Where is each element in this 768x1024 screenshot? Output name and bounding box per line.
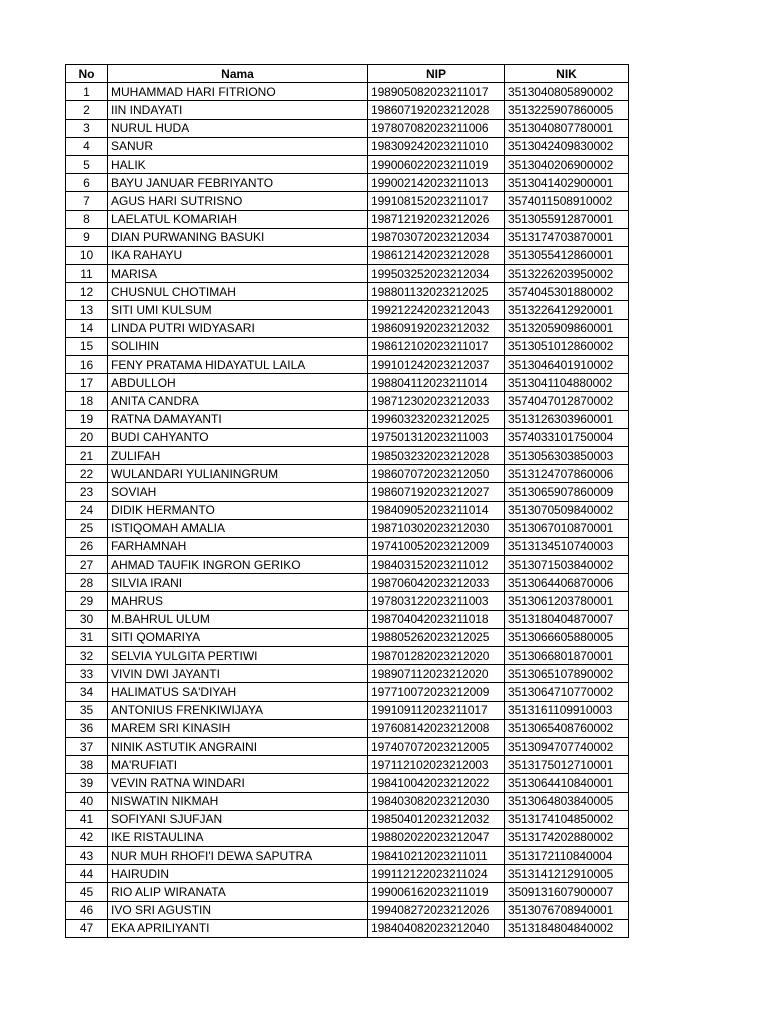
table-row [66, 919, 629, 937]
cell-no: 36 [66, 719, 108, 737]
table-row [66, 792, 629, 810]
cell-nip: 199503252023212034 [368, 265, 505, 283]
cell-nip: 198309242023211010 [368, 137, 505, 155]
table-row [66, 483, 629, 501]
cell-nik: 3513067010870001 [505, 519, 629, 537]
cell-nama: NINIK ASTUTIK ANGRAINI [108, 737, 368, 755]
cell-nama: MA'RUFIATI [108, 756, 368, 774]
cell-no: 26 [66, 537, 108, 555]
table-row [66, 446, 629, 464]
table-row [66, 337, 629, 355]
cell-no: 41 [66, 810, 108, 828]
cell-nama: DIAN PURWANING BASUKI [108, 228, 368, 246]
cell-nip: 197608142023212008 [368, 719, 505, 737]
table-row [66, 283, 629, 301]
cell-nip: 198907112023212020 [368, 665, 505, 683]
cell-nama: CHUSNUL CHOTIMAH [108, 283, 368, 301]
table-row [66, 810, 629, 828]
employee-table [65, 64, 629, 938]
cell-nama: EKA APRILIYANTI [108, 919, 368, 937]
cell-nama: AGUS HARI SUTRISNO [108, 192, 368, 210]
cell-nip: 198410042023212022 [368, 774, 505, 792]
cell-nik: 3513174703870001 [505, 228, 629, 246]
cell-nama: HAIRUDIN [108, 865, 368, 883]
table-row [66, 83, 629, 101]
cell-nip: 198607192023212027 [368, 483, 505, 501]
cell-nama: ABDULLOH [108, 374, 368, 392]
cell-nip: 199408272023212026 [368, 901, 505, 919]
table-row [66, 101, 629, 119]
table-row [66, 428, 629, 446]
cell-nik: 3513065107890002 [505, 665, 629, 683]
cell-no: 35 [66, 701, 108, 719]
table-row [66, 319, 629, 337]
cell-no: 14 [66, 319, 108, 337]
cell-no: 15 [66, 337, 108, 355]
cell-nip: 198410212023211011 [368, 847, 505, 865]
table-row [66, 192, 629, 210]
cell-nik: 3513046401910002 [505, 356, 629, 374]
cell-no: 40 [66, 792, 108, 810]
cell-no: 13 [66, 301, 108, 319]
cell-nik: 3513065907860009 [505, 483, 629, 501]
cell-nik: 3513226412920001 [505, 301, 629, 319]
cell-nip: 199212242023212043 [368, 301, 505, 319]
cell-nama: ANTONIUS FRENKIWIJAYA [108, 701, 368, 719]
cell-nama: HALIMATUS SA'DIYAH [108, 683, 368, 701]
cell-nama: BUDI CAHYANTO [108, 428, 368, 446]
cell-nip: 198609192023212032 [368, 319, 505, 337]
cell-nip: 198905082023211017 [368, 83, 505, 101]
cell-nama: ISTIQOMAH AMALIA [108, 519, 368, 537]
table-row [66, 665, 629, 683]
table-row [66, 719, 629, 737]
cell-no: 33 [66, 665, 108, 683]
cell-nik: 3513065408760002 [505, 719, 629, 737]
cell-nip: 197710072023212009 [368, 683, 505, 701]
cell-nip: 198703072023212034 [368, 228, 505, 246]
cell-nip: 197803122023211003 [368, 592, 505, 610]
cell-no: 1 [66, 83, 108, 101]
cell-no: 22 [66, 465, 108, 483]
cell-no: 31 [66, 628, 108, 646]
cell-nik: 3513175012710001 [505, 756, 629, 774]
cell-nama: SOFIYANI SJUFJAN [108, 810, 368, 828]
cell-nik: 3513070509840002 [505, 501, 629, 519]
header-nama: Nama [108, 65, 368, 83]
cell-nama: RATNA DAMAYANTI [108, 410, 368, 428]
cell-nama: FARHAMNAH [108, 537, 368, 555]
cell-nik: 3513094707740002 [505, 737, 629, 755]
cell-nip: 197407072023212005 [368, 737, 505, 755]
cell-nip: 198802022023212047 [368, 828, 505, 846]
cell-nik: 3513184804840002 [505, 919, 629, 937]
cell-nik: 3513040805890002 [505, 83, 629, 101]
cell-nip: 198712192023212026 [368, 210, 505, 228]
cell-nama: AHMAD TAUFIK INGRON GERIKO [108, 556, 368, 574]
cell-no: 11 [66, 265, 108, 283]
cell-nama: BAYU JANUAR FEBRIYANTO [108, 174, 368, 192]
cell-nip: 198404082023212040 [368, 919, 505, 937]
cell-no: 4 [66, 137, 108, 155]
cell-no: 34 [66, 683, 108, 701]
cell-nama: WULANDARI YULIANINGRUM [108, 465, 368, 483]
table-row [66, 246, 629, 264]
cell-nama: DIDIK HERMANTO [108, 501, 368, 519]
cell-nik: 3513180404870007 [505, 610, 629, 628]
cell-no: 17 [66, 374, 108, 392]
header-nik: NIK [505, 65, 629, 83]
cell-nip: 198704042023211018 [368, 610, 505, 628]
cell-nip: 198712302023212033 [368, 392, 505, 410]
cell-no: 9 [66, 228, 108, 246]
cell-nip: 198403082023212030 [368, 792, 505, 810]
table-row [66, 883, 629, 901]
table-row [66, 174, 629, 192]
table-row [66, 501, 629, 519]
table-row [66, 610, 629, 628]
table-row [66, 265, 629, 283]
cell-nip: 198503232023212028 [368, 446, 505, 464]
cell-nama: LAELATUL KOMARIAH [108, 210, 368, 228]
cell-nik: 3513061203780001 [505, 592, 629, 610]
cell-nik: 3574011508910002 [505, 192, 629, 210]
cell-nip: 198612142023212028 [368, 246, 505, 264]
cell-nik: 3513226203950002 [505, 265, 629, 283]
cell-nik: 3513040807780001 [505, 119, 629, 137]
cell-nama: RIO ALIP WIRANATA [108, 883, 368, 901]
cell-no: 30 [66, 610, 108, 628]
cell-nip: 198607072023212050 [368, 465, 505, 483]
cell-no: 47 [66, 919, 108, 937]
cell-nip: 198805262023212025 [368, 628, 505, 646]
cell-nip: 198804112023211014 [368, 374, 505, 392]
cell-nik: 3513076708940001 [505, 901, 629, 919]
cell-no: 21 [66, 446, 108, 464]
cell-nik: 3513141212910005 [505, 865, 629, 883]
table-row [66, 356, 629, 374]
cell-nip: 198612102023211017 [368, 337, 505, 355]
cell-no: 7 [66, 192, 108, 210]
cell-no: 44 [66, 865, 108, 883]
cell-nik: 3513066801870001 [505, 647, 629, 665]
cell-nama: HALIK [108, 155, 368, 173]
cell-nik: 3513040206900002 [505, 155, 629, 173]
cell-nip: 199112122023211024 [368, 865, 505, 883]
cell-no: 19 [66, 410, 108, 428]
cell-no: 23 [66, 483, 108, 501]
cell-no: 43 [66, 847, 108, 865]
cell-nama: NISWATIN NIKMAH [108, 792, 368, 810]
cell-nip: 199006162023211019 [368, 883, 505, 901]
table-header [66, 65, 629, 83]
cell-nama: SILVIA IRANI [108, 574, 368, 592]
cell-nama: ANITA CANDRA [108, 392, 368, 410]
cell-nik: 3574033101750004 [505, 428, 629, 446]
cell-nik: 3513051012860002 [505, 337, 629, 355]
table-row [66, 210, 629, 228]
header-nip: NIP [368, 65, 505, 83]
table-row [66, 374, 629, 392]
cell-nik: 3513064406870006 [505, 574, 629, 592]
cell-nama: ZULIFAH [108, 446, 368, 464]
table-row [66, 228, 629, 246]
cell-nip: 199603232023212025 [368, 410, 505, 428]
cell-nama: IIN INDAYATI [108, 101, 368, 119]
cell-no: 10 [66, 246, 108, 264]
cell-nik: 3574045301880002 [505, 283, 629, 301]
table-row [66, 410, 629, 428]
table-row [66, 865, 629, 883]
cell-nik: 3513134510740003 [505, 537, 629, 555]
cell-nama: VEVIN RATNA WINDARI [108, 774, 368, 792]
table-row [66, 537, 629, 555]
cell-nama: SANUR [108, 137, 368, 155]
table-row [66, 301, 629, 319]
cell-nama: NURUL HUDA [108, 119, 368, 137]
table-row [66, 828, 629, 846]
cell-nik: 3513064410840001 [505, 774, 629, 792]
cell-no: 3 [66, 119, 108, 137]
cell-no: 5 [66, 155, 108, 173]
cell-no: 32 [66, 647, 108, 665]
cell-no: 16 [66, 356, 108, 374]
cell-nama: SITI QOMARIYA [108, 628, 368, 646]
cell-nik: 3513064710770002 [505, 683, 629, 701]
cell-nik: 3513124707860006 [505, 465, 629, 483]
cell-nip: 199108152023211017 [368, 192, 505, 210]
header-no: No [66, 65, 108, 83]
cell-nik: 3513126303960001 [505, 410, 629, 428]
cell-nama: M.BAHRUL ULUM [108, 610, 368, 628]
cell-no: 28 [66, 574, 108, 592]
cell-nama: MUHAMMAD HARI FITRIONO [108, 83, 368, 101]
cell-nip: 197410052023212009 [368, 537, 505, 555]
cell-nip: 198706042023212033 [368, 574, 505, 592]
cell-nama: IKE RISTAULINA [108, 828, 368, 846]
table-row [66, 628, 629, 646]
cell-nama: SELVIA YULGITA PERTIWI [108, 647, 368, 665]
cell-nip: 199006022023211019 [368, 155, 505, 173]
cell-nik: 3513174104850002 [505, 810, 629, 828]
cell-nip: 197501312023211003 [368, 428, 505, 446]
cell-nip: 198701282023212020 [368, 647, 505, 665]
cell-no: 38 [66, 756, 108, 774]
cell-nik: 3513042409830002 [505, 137, 629, 155]
cell-nik: 3509131607900007 [505, 883, 629, 901]
cell-no: 39 [66, 774, 108, 792]
cell-no: 8 [66, 210, 108, 228]
cell-nip: 198607192023212028 [368, 101, 505, 119]
cell-nama: LINDA PUTRI WIDYASARI [108, 319, 368, 337]
cell-nik: 3513041104880002 [505, 374, 629, 392]
cell-nik: 3513064803840005 [505, 792, 629, 810]
table-row [66, 137, 629, 155]
cell-nip: 198409052023211014 [368, 501, 505, 519]
cell-nik: 3513174202880002 [505, 828, 629, 846]
cell-nip: 199002142023211013 [368, 174, 505, 192]
cell-nik: 3513172110840004 [505, 847, 629, 865]
cell-no: 45 [66, 883, 108, 901]
cell-nama: IVO SRI AGUSTIN [108, 901, 368, 919]
cell-no: 42 [66, 828, 108, 846]
cell-nip: 198504012023212032 [368, 810, 505, 828]
cell-nik: 3513225907860005 [505, 101, 629, 119]
cell-no: 24 [66, 501, 108, 519]
cell-nik: 3513056303850003 [505, 446, 629, 464]
table-body [66, 83, 629, 938]
cell-nik: 3513066605880005 [505, 628, 629, 646]
cell-nama: SOVIAH [108, 483, 368, 501]
cell-nip: 197112102023212003 [368, 756, 505, 774]
cell-no: 18 [66, 392, 108, 410]
cell-no: 12 [66, 283, 108, 301]
table-row [66, 119, 629, 137]
cell-nama: MAREM SRI KINASIH [108, 719, 368, 737]
cell-nip: 197807082023211006 [368, 119, 505, 137]
table-row [66, 519, 629, 537]
table-row [66, 683, 629, 701]
cell-no: 37 [66, 737, 108, 755]
cell-nik: 3574047012870002 [505, 392, 629, 410]
cell-nip: 198801132023212025 [368, 283, 505, 301]
cell-nip: 198403152023211012 [368, 556, 505, 574]
table-row [66, 155, 629, 173]
table-row [66, 901, 629, 919]
cell-nama: FENY PRATAMA HIDAYATUL LAILA [108, 356, 368, 374]
cell-no: 46 [66, 901, 108, 919]
table-row [66, 756, 629, 774]
cell-nik: 3513205909860001 [505, 319, 629, 337]
table-row [66, 647, 629, 665]
table-row [66, 847, 629, 865]
cell-nip: 199101242023212037 [368, 356, 505, 374]
cell-nama: MARISA [108, 265, 368, 283]
cell-nama: VIVIN DWI JAYANTI [108, 665, 368, 683]
cell-nik: 3513161109910003 [505, 701, 629, 719]
cell-no: 25 [66, 519, 108, 537]
table-row [66, 701, 629, 719]
cell-nik: 3513055412860001 [505, 246, 629, 264]
cell-nama: IKA RAHAYU [108, 246, 368, 264]
cell-nik: 3513071503840002 [505, 556, 629, 574]
cell-nama: NUR MUH RHOFI'I DEWA SAPUTRA [108, 847, 368, 865]
cell-no: 2 [66, 101, 108, 119]
cell-nik: 3513055912870001 [505, 210, 629, 228]
table-row [66, 737, 629, 755]
header-row [66, 65, 629, 83]
cell-nama: SOLIHIN [108, 337, 368, 355]
cell-nama: SITI UMI KULSUM [108, 301, 368, 319]
table-row [66, 465, 629, 483]
cell-nip: 198710302023212030 [368, 519, 505, 537]
cell-nip: 199109112023211017 [368, 701, 505, 719]
cell-no: 20 [66, 428, 108, 446]
table-row [66, 774, 629, 792]
cell-nik: 3513041402900001 [505, 174, 629, 192]
table-row [66, 392, 629, 410]
cell-no: 29 [66, 592, 108, 610]
cell-no: 27 [66, 556, 108, 574]
table-row [66, 556, 629, 574]
cell-no: 6 [66, 174, 108, 192]
cell-nama: MAHRUS [108, 592, 368, 610]
table-row [66, 574, 629, 592]
table-row [66, 592, 629, 610]
